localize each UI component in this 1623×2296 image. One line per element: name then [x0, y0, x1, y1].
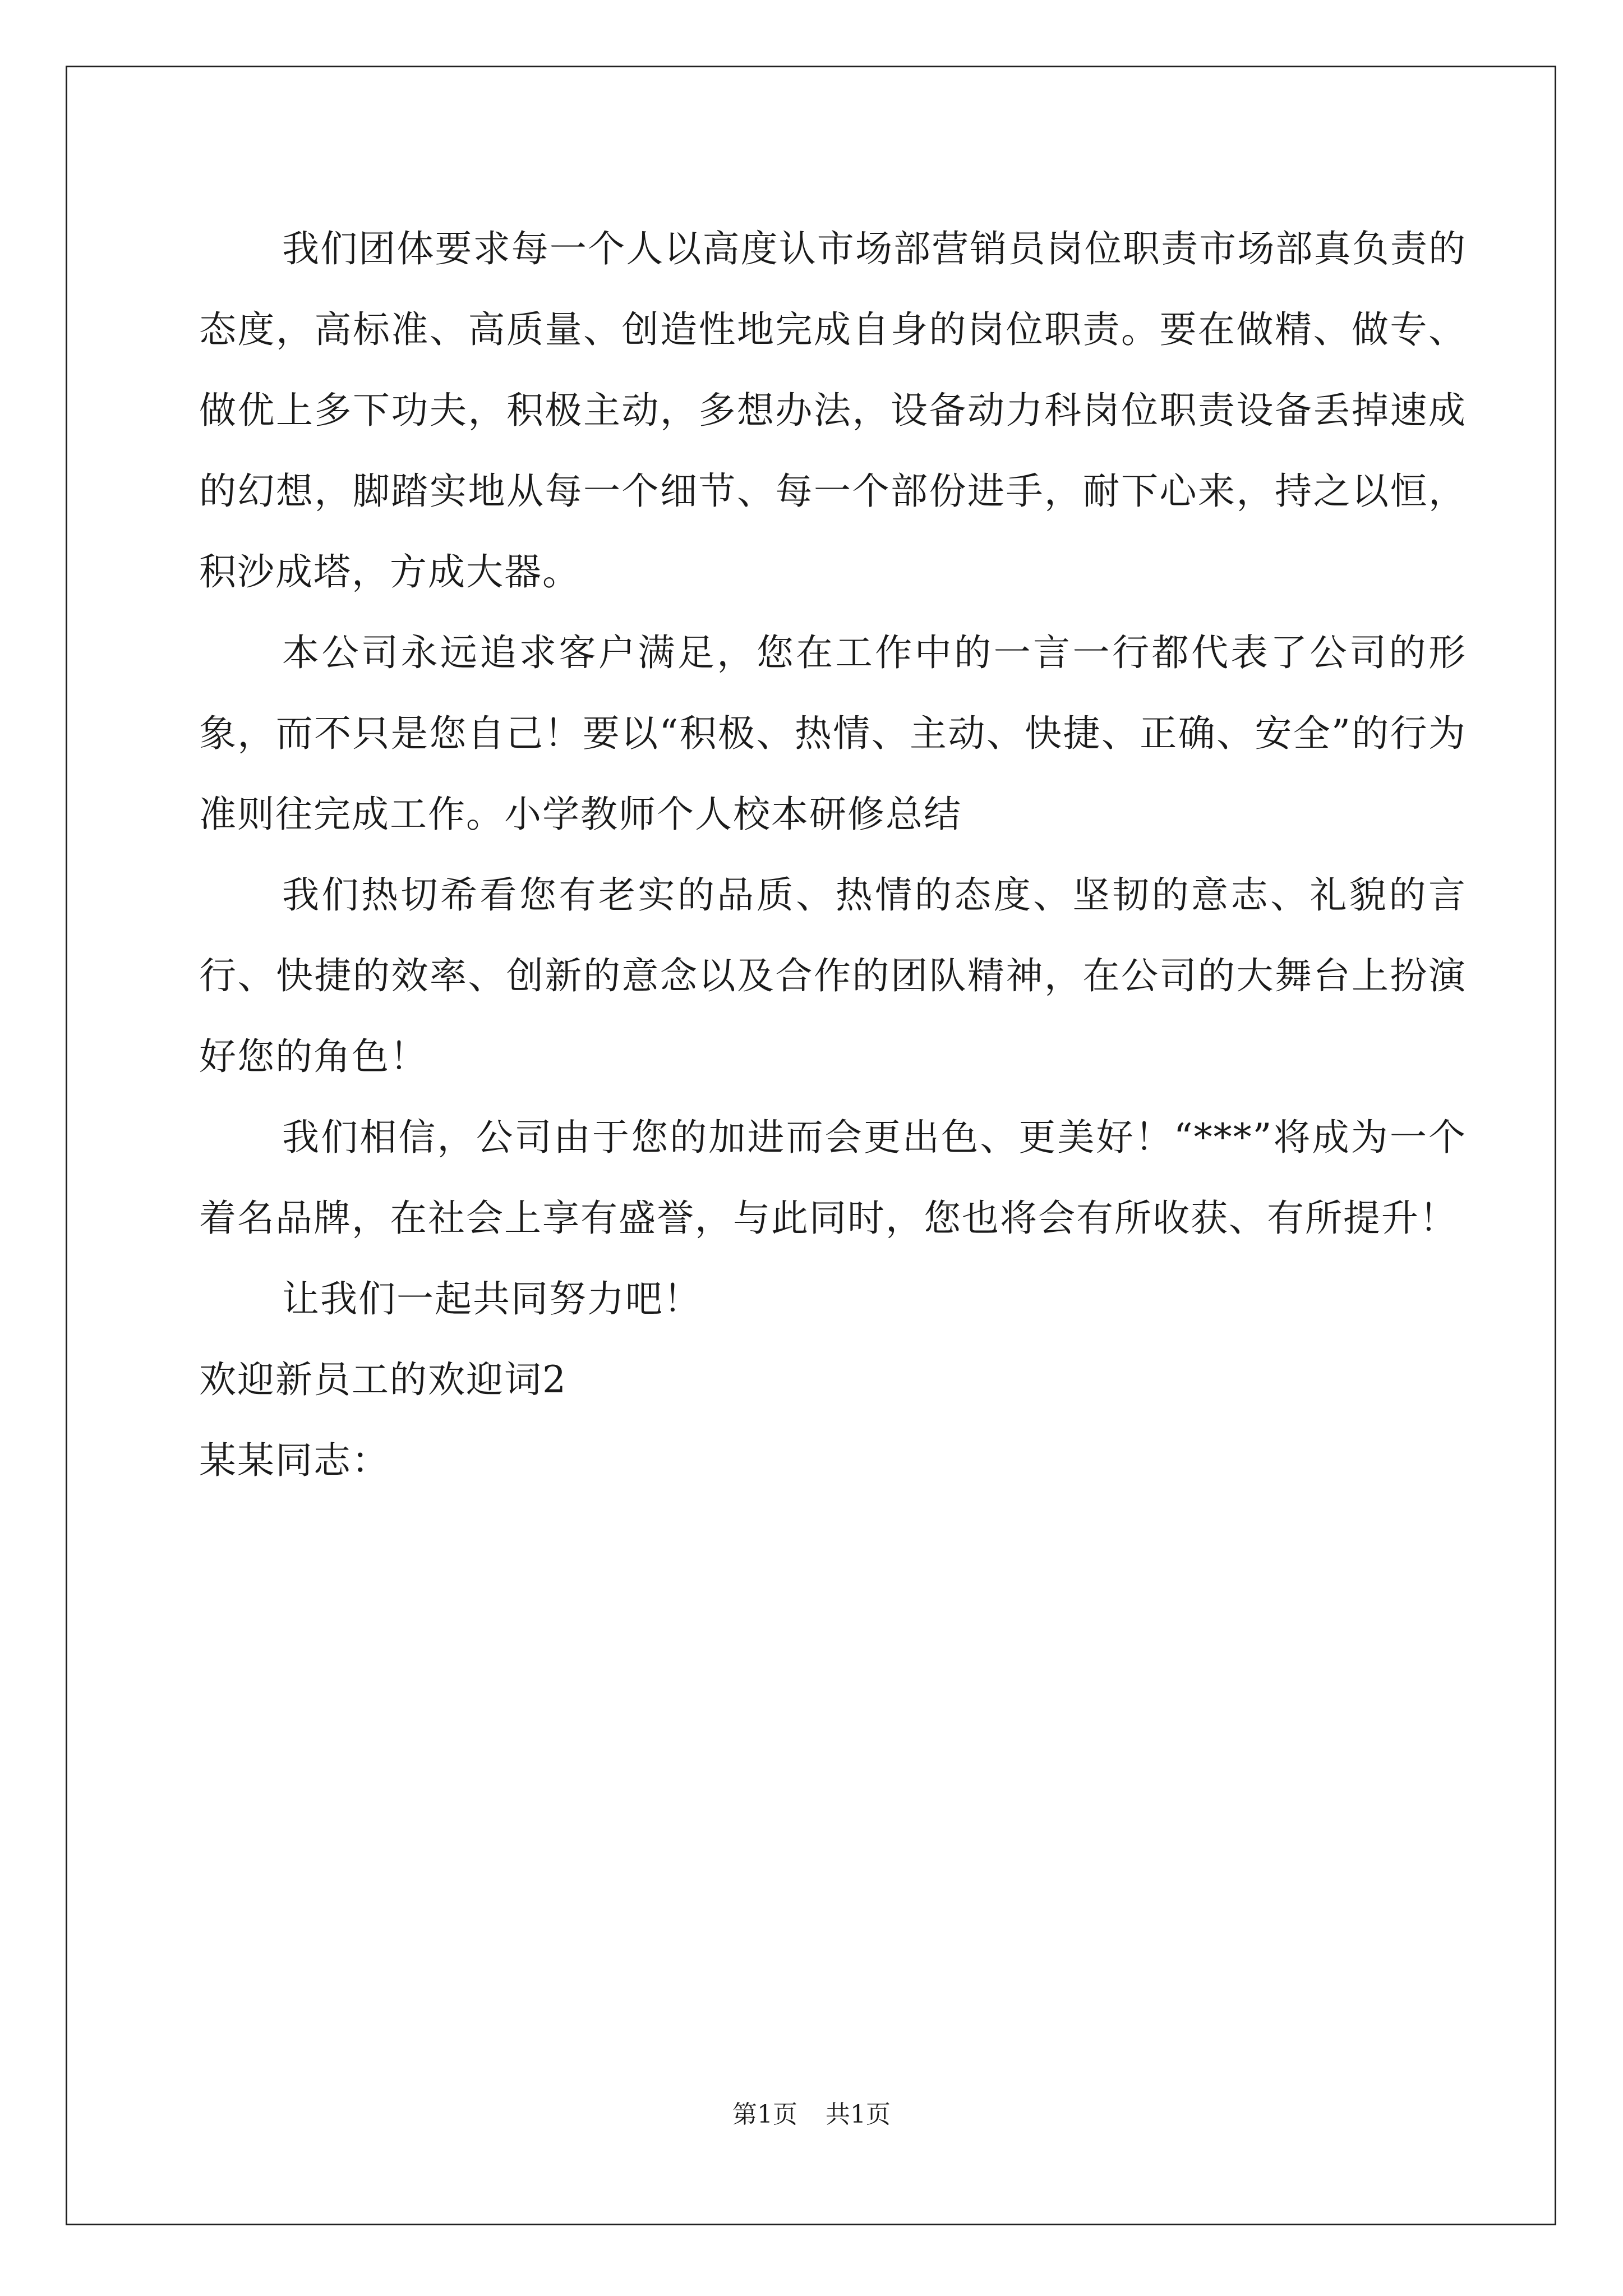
paragraph-closing: 让我们一起共同努力吧！ [282, 1277, 702, 1320]
salutation: 某某同志： [199, 1439, 390, 1482]
page-number-current: 第1页 [732, 2100, 797, 2129]
section-heading: 欢迎新员工的欢迎词2 [199, 1358, 567, 1401]
paragraph-customer-satisfaction: 本公司永远追求客户满足，您在工作中的一言一行都代表了公司的形象，而不只是您自己！要以“积极、热情、主动、快捷、正确、安全”的行为准则往完成工作。小学教师个人校本研修总结 [199, 631, 1467, 836]
paragraph-expectations: 我们热切希看您有老实的品质、热情的态度、坚韧的意志、礼貌的言行、快捷的效率、创新的意念以及合作的团队精神，在公司的大舞台上扮演好您的角色！ [199, 873, 1467, 1078]
page-footer [0, 2098, 1623, 2132]
paragraph-team-requirements: 我们团体要求每一个人以高度认市场部营销员岗位职责市场部真负责的态度，高标准、高质量、创造性地完成自身的岗位职责。要在做精、做专、做优上多下功夫，积极主动，多想办法，设备动力科岗位职责设备丢掉速成的幻想，脚踏实地从每一个细节、每一个部份进手，耐下心来，持之以恒，积沙成塔，方成大器。 [199, 227, 1467, 593]
page-number-total: 共1页 [826, 2100, 891, 2129]
paragraph-belief: 我们相信，公司由于您的加进而会更出色、更美好！“***”将成为一个着名品牌，在社会上享有盛誉，与此同时，您也将会有所收获、有所提升！ [199, 1116, 1467, 1240]
document-body [199, 209, 1467, 1501]
